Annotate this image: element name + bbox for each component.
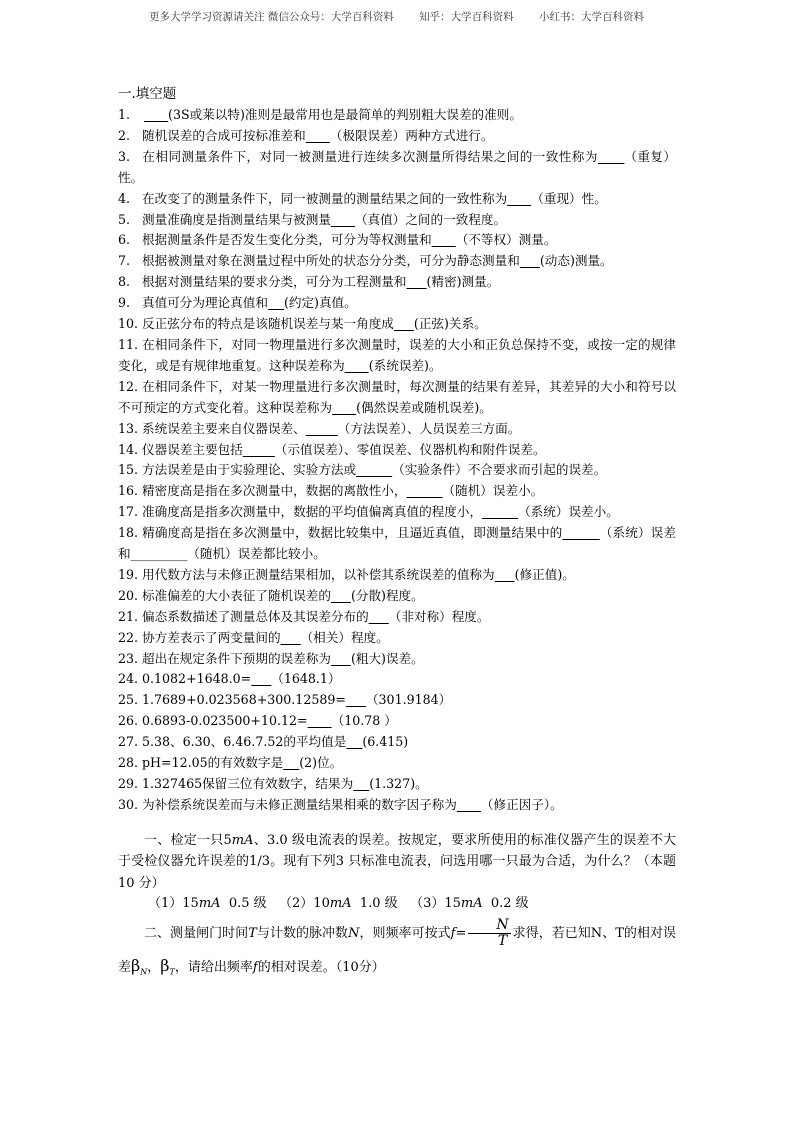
item-text-before: 协方差表示了两变量间的	[142, 629, 281, 645]
item-text-after: （重现）性。	[531, 190, 607, 206]
item-blank	[345, 358, 369, 373]
item-text-after: (约定)真值。	[283, 295, 357, 311]
blank-item	[118, 126, 676, 147]
item-blank	[144, 107, 168, 122]
item-number: 1.	[118, 107, 131, 122]
item-text-before: 1.327465保留三位有效数字，结果为	[142, 776, 354, 791]
item-number: 18.	[118, 525, 139, 541]
item-text-after: (粗大)误差。	[350, 650, 424, 666]
item-text-before: 真值可分为理论真值和	[142, 295, 268, 311]
item-text-before: 根据测量条件是否发生变化分类，可分为等权测量和	[142, 232, 432, 248]
blank-item	[118, 669, 676, 690]
item-text-after: （极限误差）两种方式进行。	[329, 127, 494, 143]
item-number: 23.	[118, 650, 139, 666]
q2-equals: =	[455, 926, 467, 942]
blank-item	[118, 335, 676, 377]
item-text-after: （随机）误差小。	[442, 483, 544, 499]
q1-value: 5	[223, 832, 232, 848]
item-text-after: （301.9184）	[365, 692, 452, 708]
blank-item	[118, 377, 676, 419]
item-number: 24.	[118, 671, 139, 687]
item-number: 10.	[118, 316, 139, 332]
q1-text-a: 一、检定一只	[144, 832, 224, 848]
item-text-before: 在相同条件下，对某一物理量进行多次测量时，每次测量的结果有差异，其差异的大小和符号以不可预定的方式变化着。这种误差称为	[118, 378, 676, 415]
header-zhihu: 知乎：大学百科资料	[419, 11, 514, 23]
header-xiaohongshu: 小红书：大学百科资料	[539, 11, 645, 23]
item-blank	[332, 400, 356, 415]
item-text-before: 0.6893-0.023500+10.12=	[142, 713, 308, 729]
q2-text-b: 与计数的脉冲数	[256, 926, 349, 942]
option-2-unit: mA	[329, 896, 352, 912]
blank-item	[118, 711, 676, 732]
blank-item	[118, 481, 676, 502]
blank-item	[118, 105, 676, 126]
q2-sub-n: N	[140, 967, 148, 977]
item-number: 14.	[118, 441, 139, 457]
q1-text-b: 、3.0 级电流表的误差。按规定，要求所使用的标准仪器产生的误差不大于受检仪器允许误差的1/3。现有下列3 只标准电流表，问选用哪一只最为合适，为什么？（本题10 分）	[118, 832, 676, 891]
item-blank	[369, 609, 389, 624]
item-blank	[353, 776, 369, 791]
item-blank	[562, 525, 599, 540]
item-text-after: （系统）误差小。	[518, 504, 619, 520]
item-text-after: （系统）误差和_________（随机）误差都比较小。	[118, 525, 677, 562]
item-text-after: （实验条件）不合要求而引起的误差。	[392, 462, 607, 478]
section-title: 一.填空题	[118, 86, 177, 102]
item-text-after: （非对称）程度。	[388, 608, 490, 624]
q2-var-f: f	[450, 926, 456, 942]
item-blank	[406, 274, 426, 289]
item-number: 12.	[118, 378, 139, 394]
item-blank	[268, 295, 284, 310]
q2-beta-n: β	[131, 956, 141, 976]
item-text-before: 准确度高是指多次测量中，数据的平均值偏离真值的程度小，	[142, 504, 483, 520]
item-blank	[457, 797, 481, 812]
item-text-before: 根据被测量对象在测量过程中所处的状态分分类，可分为静态测量和	[142, 253, 520, 269]
option-3-label: （3）15	[410, 896, 461, 912]
item-text-before: 根据对测量结果的要求分类，可分为工程测量和	[142, 274, 407, 290]
item-text-after: （示值误差）、零值误差、仪器机构和附件误差。	[274, 441, 546, 457]
item-blank	[331, 588, 351, 603]
item-blank	[251, 671, 271, 686]
blank-item	[118, 460, 676, 481]
item-text-before: 方法误差是由于实验理论、实验方法或	[142, 462, 357, 478]
item-text-after: （相关）程度。	[300, 629, 389, 645]
item-text-before: 为补偿系统误差而与未修正测量结果相乘的数字因子称为	[142, 796, 457, 812]
item-number: 26.	[118, 713, 139, 729]
blank-item	[118, 690, 676, 711]
item-number: 2.	[118, 127, 131, 143]
item-text-before: 在相同测量条件下，对同一被测量进行连续多次测量所得结果之间的一致性称为	[142, 148, 598, 164]
item-number: 22.	[118, 629, 139, 645]
q2-text-c: ，则频率可按式	[359, 926, 451, 942]
item-text-before: 精密度高是指在多次测量中，数据的离散性小，	[142, 483, 407, 499]
page-header	[0, 9, 793, 24]
blank-item	[118, 210, 676, 231]
item-text-before: 随机误差的合成可按标准差和	[142, 127, 306, 143]
blank-item	[118, 440, 676, 461]
item-number: 6.	[118, 232, 131, 248]
item-text-after: (3S或莱以特)准则是最常用也是最简单的判别粗大误差的准则。	[168, 107, 522, 122]
q2-var-t: T	[248, 926, 257, 942]
item-blank	[432, 232, 456, 247]
item-text-after: （真值）之间的一致程度。	[354, 211, 507, 227]
item-number: 28.	[118, 755, 139, 771]
item-number: 3.	[118, 148, 131, 164]
item-text-after: (1.327)。	[369, 776, 428, 791]
item-text-after: （方法误差）、人员误差三方面。	[337, 420, 521, 436]
blank-item	[118, 293, 676, 314]
option-3-unit: mA	[460, 896, 483, 912]
item-blank	[281, 630, 301, 645]
item-text-before: 标准偏差的大小表征了随机误差的	[142, 587, 331, 603]
item-text-before: 在改变了的测量条件下，同一被测量的测量结果之间的一致性称为	[142, 190, 508, 206]
blank-item	[118, 189, 676, 210]
q2-var-n: N	[348, 926, 360, 942]
q2-text-g: 的相对误差。（10分）	[257, 960, 385, 976]
item-number: 16.	[118, 483, 139, 499]
item-number: 21.	[118, 608, 139, 624]
item-text-after: （1648.1）	[271, 671, 341, 687]
item-blank	[406, 483, 442, 498]
item-blank	[331, 212, 355, 227]
option-2-label: （2）10	[279, 896, 330, 912]
item-text-after: (系统误差)。	[368, 357, 442, 373]
item-blank	[598, 149, 625, 164]
document-body	[118, 84, 676, 989]
item-number: 15.	[118, 462, 139, 478]
item-blank	[283, 755, 299, 770]
item-number: 7.	[118, 253, 131, 269]
item-blank	[495, 567, 515, 582]
item-text-before: 仪器误差主要包括	[142, 441, 243, 457]
item-blank	[308, 713, 332, 728]
question-1	[118, 830, 676, 895]
item-text-after: （不等权）测量。	[455, 232, 557, 248]
blank-item	[118, 502, 676, 523]
blank-item	[118, 607, 676, 628]
item-text-after: （修正因子）。	[480, 796, 563, 812]
item-blank	[306, 421, 338, 436]
item-text-before: 在相同条件下，对同一物理量进行多次测量时，误差的大小和正负总保持不变，或按一定的规律变化，或是有规律地重复。这种误差称为	[118, 336, 676, 373]
item-number: 5.	[118, 211, 131, 227]
item-text-before: 精确度高是指在多次测量中，数据比较集中，且逼近真值，即测量结果中的	[142, 525, 563, 541]
item-text-before: 测量准确度是指测量结果与被测量	[142, 211, 331, 227]
q2-sub-t: T	[169, 967, 175, 977]
blank-item	[118, 230, 676, 251]
blank-item	[118, 649, 676, 670]
item-number: 27.	[118, 734, 139, 750]
item-number: 29.	[118, 776, 139, 791]
fraction-numerator: N	[468, 918, 510, 934]
option-2-class: 1.0 级	[359, 896, 398, 912]
item-number: 11.	[118, 336, 139, 352]
item-blank	[356, 462, 392, 477]
blank-item	[118, 314, 676, 335]
option-1-unit: mA	[198, 896, 221, 912]
item-blank	[394, 316, 414, 331]
q1-unit: mA	[231, 832, 254, 848]
blank-item	[118, 272, 676, 293]
blank-item	[118, 523, 676, 565]
q2-text-a: 二、测量闸门时间	[144, 926, 249, 942]
item-number: 17.	[118, 504, 139, 520]
item-text-before: 5.38、6.30、6.46.7.52的平均值是	[142, 734, 347, 750]
item-number: 20.	[118, 587, 139, 603]
blank-item	[118, 147, 676, 189]
q2-comma: ，	[147, 960, 161, 976]
q2-fraction	[468, 918, 510, 949]
blank-item	[118, 565, 676, 586]
item-blank	[507, 191, 531, 206]
item-blank	[346, 734, 362, 749]
item-number: 9.	[118, 295, 131, 311]
item-text-after: (动态)测量。	[539, 253, 613, 269]
option-1-label: （1）15	[148, 896, 199, 912]
item-text-after: (2)位。	[299, 755, 343, 771]
option-1-class: 0.5 级	[228, 896, 267, 912]
item-blank	[346, 692, 366, 707]
q2-text-d: 求得，若已知N、T的相对误差	[118, 926, 676, 976]
blank-item	[118, 251, 676, 272]
option-3-class: 0.2 级	[490, 896, 529, 912]
item-blank	[306, 128, 330, 143]
item-text-after: （10.78 ）	[331, 713, 397, 729]
fill-blank-list	[118, 105, 676, 816]
blank-item	[118, 795, 676, 816]
item-text-before: 用代数方法与未修正测量结果相加，以补偿其系统误差的值称为	[142, 566, 495, 582]
item-text-before: 0.1082+1648.0=	[142, 671, 252, 687]
item-number: 8.	[118, 274, 131, 290]
item-text-before: 偏态系数描述了测量总体及其误差分布的	[142, 608, 369, 624]
blank-item	[118, 628, 676, 649]
item-text-before: 超出在规定条件下预期的误差称为	[142, 650, 331, 666]
item-number: 30.	[118, 796, 139, 812]
item-blank	[331, 651, 351, 666]
blank-item	[118, 732, 676, 753]
item-text-before: pH=12.05的有效数字是	[142, 755, 284, 771]
item-number: 19.	[118, 566, 139, 582]
blank-item	[118, 586, 676, 607]
item-text-after: (分散)程度。	[350, 587, 424, 603]
q2-text-e: ，请给出频率	[174, 960, 253, 976]
q2-var-f2: f	[252, 960, 258, 976]
item-number: 4.	[118, 190, 131, 206]
item-text-before: 反正弦分布的特点是该随机误差与某一角度成	[142, 316, 394, 332]
item-blank	[482, 504, 518, 519]
blank-item	[118, 753, 676, 774]
question-1-options	[118, 894, 676, 914]
item-blank	[243, 442, 275, 457]
item-text-before: 1.7689+0.023568+300.12589=	[142, 692, 346, 708]
item-text-after: (6.415)	[362, 734, 409, 750]
question-2	[118, 918, 676, 989]
fraction-denominator: T	[497, 933, 508, 950]
item-text-after: (精密)测量。	[426, 274, 500, 290]
q2-beta-t: β	[160, 956, 170, 976]
item-text-after: （重复）性。	[118, 148, 677, 185]
item-blank	[520, 253, 540, 268]
item-text-after: (修正值)。	[514, 566, 575, 582]
blank-item	[118, 774, 676, 795]
item-text-after: (偶然误差或随机误差)。	[356, 399, 492, 415]
item-text-before: 系统误差主要来自仪器误差、	[142, 420, 306, 436]
item-text-after: (正弦)关系。	[413, 316, 487, 332]
item-number: 25.	[118, 692, 139, 708]
blank-item	[118, 419, 676, 440]
header-wechat: 更多大学学习资源请关注 微信公众号：大学百科资料	[148, 11, 394, 23]
item-number: 13.	[118, 420, 139, 436]
